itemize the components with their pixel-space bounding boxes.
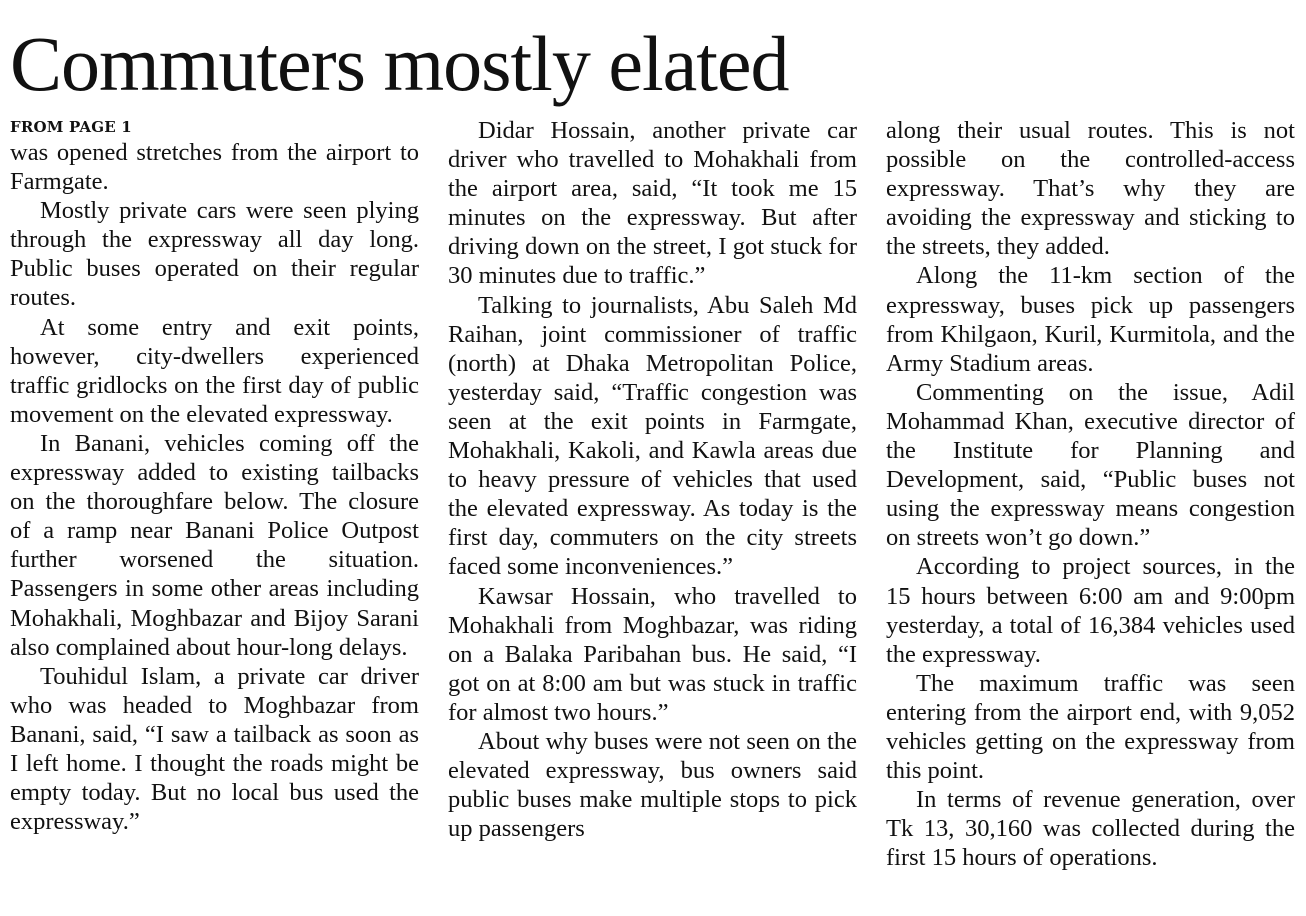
paragraph: In terms of revenue generation, over Tk 13, 30,160 was collected during the first 15 hours of operations. bbox=[886, 786, 1295, 872]
paragraph: The maximum traffic was seen entering from the airport end, with 9,052 vehicles getting on the expressway from this point. bbox=[886, 669, 1295, 785]
paragraph: At some entry and exit points, however, city-dwellers experienced traffic gridlocks on the first day of public movement on the elevated expressway. bbox=[10, 313, 419, 428]
article-column-3 bbox=[886, 116, 1295, 872]
paragraph: Talking to journalists, Abu Saleh Md Raihan, joint commissioner of traffic (north) at Dhaka Metropolitan Police, yesterday said, “Traffic congestion was seen at the exit points in Farmgate, Mohakhali, Kakoli, and Kawla areas due to heavy pressure of vehicles that used the elevated expressway. As today is the first day, commuters on the city streets faced some inconveniences.” bbox=[448, 291, 857, 581]
continuation-kicker: FROM PAGE 1 bbox=[10, 118, 132, 136]
paragraph: was opened stretches from the airport to Farmgate. bbox=[10, 139, 419, 196]
paragraph: Touhidul Islam, a private car driver who was headed to Moghbazar from Banani, said, “I saw a tailback as soon as I left home. I thought the roads might be empty today. But no local bus used the expressway.” bbox=[10, 662, 419, 836]
paragraph: Kawsar Hossain, who travelled to Mohakhali from Moghbazar, was riding on a Balaka Paribahan bus. He said, “I got on at 8:00 am but was stuck in traffic for almost two hours.” bbox=[448, 582, 857, 726]
headline: Commuters mostly elated bbox=[10, 20, 789, 107]
paragraph: According to project sources, in the 15 hours between 6:00 am and 9:00pm yesterday, a total of 16,384 vehicles used the expressway. bbox=[886, 553, 1295, 668]
paragraph: About why buses were not seen on the elevated expressway, bus owners said public buses make multiple stops to pick up passengers bbox=[448, 727, 857, 843]
paragraph: Commenting on the issue, Adil Mohammad Khan, executive director of the Institute for Planning and Development, said, “Public buses not using the expressway means congestion on streets won’t go down.” bbox=[886, 378, 1295, 552]
paragraph: In Banani, vehicles coming off the expressway added to existing tailbacks on the thoroughfare below. The closure of a ramp near Banani Police Outpost further worsened the situation. Passengers in some other areas including Mohakhali, Moghbazar and Bijoy Sarani also complained about hour-long delays. bbox=[10, 429, 419, 661]
paragraph: Mostly private cars were seen plying through the expressway all day long. Public buses operated on their regular routes. bbox=[10, 197, 419, 312]
paragraph: along their usual routes. This is not possible on the controlled-access expressway. That’s why they are avoiding the expressway and sticking to the streets, they added. bbox=[886, 117, 1295, 261]
paragraph: Didar Hossain, another private car driver who travelled to Mohakhali from the airport area, said, “It took me 15 minutes on the expressway. But after driving down on the street, I got stuck for 30 minutes due to traffic.” bbox=[448, 117, 857, 290]
article-column-2 bbox=[448, 116, 857, 843]
article-column-1 bbox=[10, 116, 419, 836]
paragraph: Along the 11-km section of the expressway, buses pick up passengers from Khilgaon, Kuril, Kurmitola, and the Army Stadium areas. bbox=[886, 262, 1295, 377]
